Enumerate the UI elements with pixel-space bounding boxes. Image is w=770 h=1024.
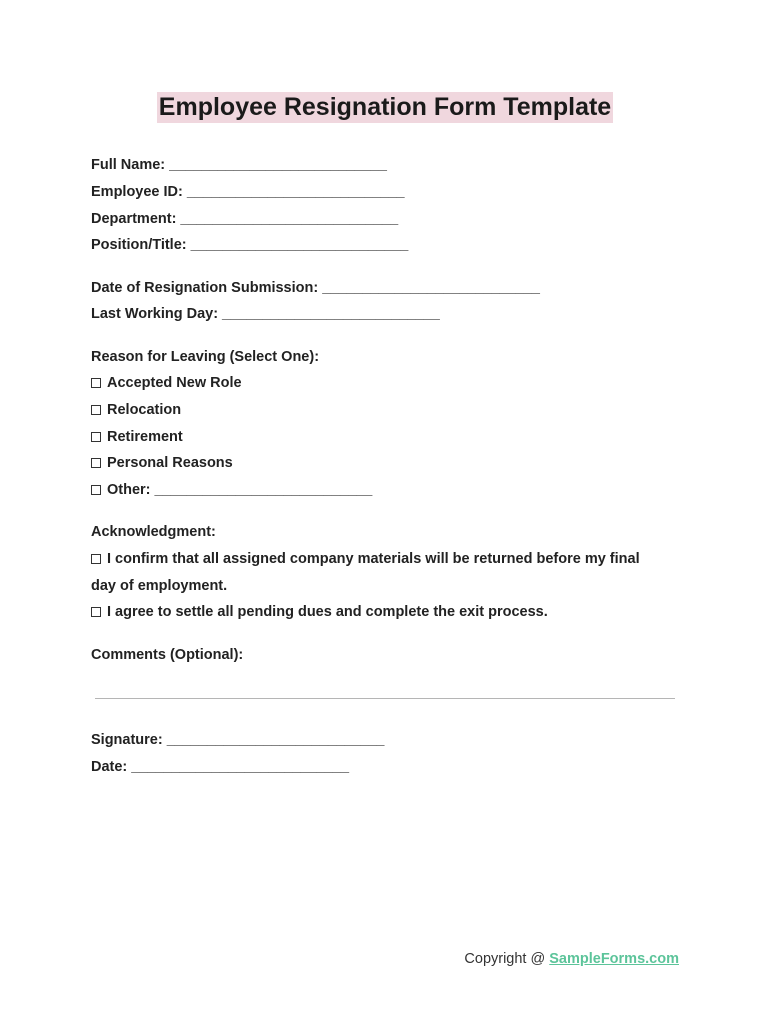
reason-option-accepted-new-role[interactable] [91,375,242,391]
acknowledgment-item-materials-cont: day of employment. [91,578,228,594]
checkbox-icon[interactable] [91,554,101,564]
option-label: Relocation [107,402,182,418]
date-field[interactable]: Date: ___________________________ [91,759,350,775]
checkbox-icon[interactable] [91,607,101,617]
acknowledgment-item-materials[interactable] [91,551,640,567]
checkbox-icon[interactable] [91,432,101,442]
reason-option-retirement[interactable] [91,429,183,445]
title-wrap [0,92,770,123]
comments-line[interactable] [95,698,675,699]
acknowledgment-heading: Acknowledgment: [91,524,216,540]
last-working-day-field[interactable]: Last Working Day: ___________________________ [91,306,440,322]
reason-option-personal[interactable] [91,455,233,471]
option-label: Retirement [107,429,183,445]
brand-link[interactable]: SampleForms.com [549,951,679,967]
department-field[interactable]: Department: ___________________________ [91,211,399,227]
option-label: Accepted New Role [107,375,242,391]
checkbox-icon[interactable] [91,378,101,388]
comments-heading: Comments (Optional): [91,647,244,663]
copyright-text: Copyright @ [464,951,550,967]
checkbox-icon[interactable] [91,458,101,468]
reason-heading: Reason for Leaving (Select One): [91,349,320,365]
ack-label: I agree to settle all pending dues and complete the exit process. [107,604,548,620]
signature-field[interactable]: Signature: ___________________________ [91,732,385,748]
acknowledgment-item-dues[interactable] [91,604,548,620]
page-title: Employee Resignation Form Template [158,93,612,121]
option-label: Other: ___________________________ [107,482,373,498]
checkbox-icon[interactable] [91,405,101,415]
reason-option-other[interactable] [91,482,372,498]
checkbox-icon[interactable] [91,485,101,495]
employee-id-field[interactable]: Employee ID: ___________________________ [91,184,405,200]
full-name-field[interactable]: Full Name: ___________________________ [91,157,387,173]
option-label: Personal Reasons [107,455,233,471]
resignation-date-field[interactable]: Date of Resignation Submission: ___________________________ [91,280,540,296]
footer-copyright [464,951,679,967]
position-field[interactable]: Position/Title: ___________________________ [91,237,409,253]
reason-option-relocation[interactable] [91,402,181,418]
ack-label: I confirm that all assigned company materials will be returned before my final [107,551,640,567]
